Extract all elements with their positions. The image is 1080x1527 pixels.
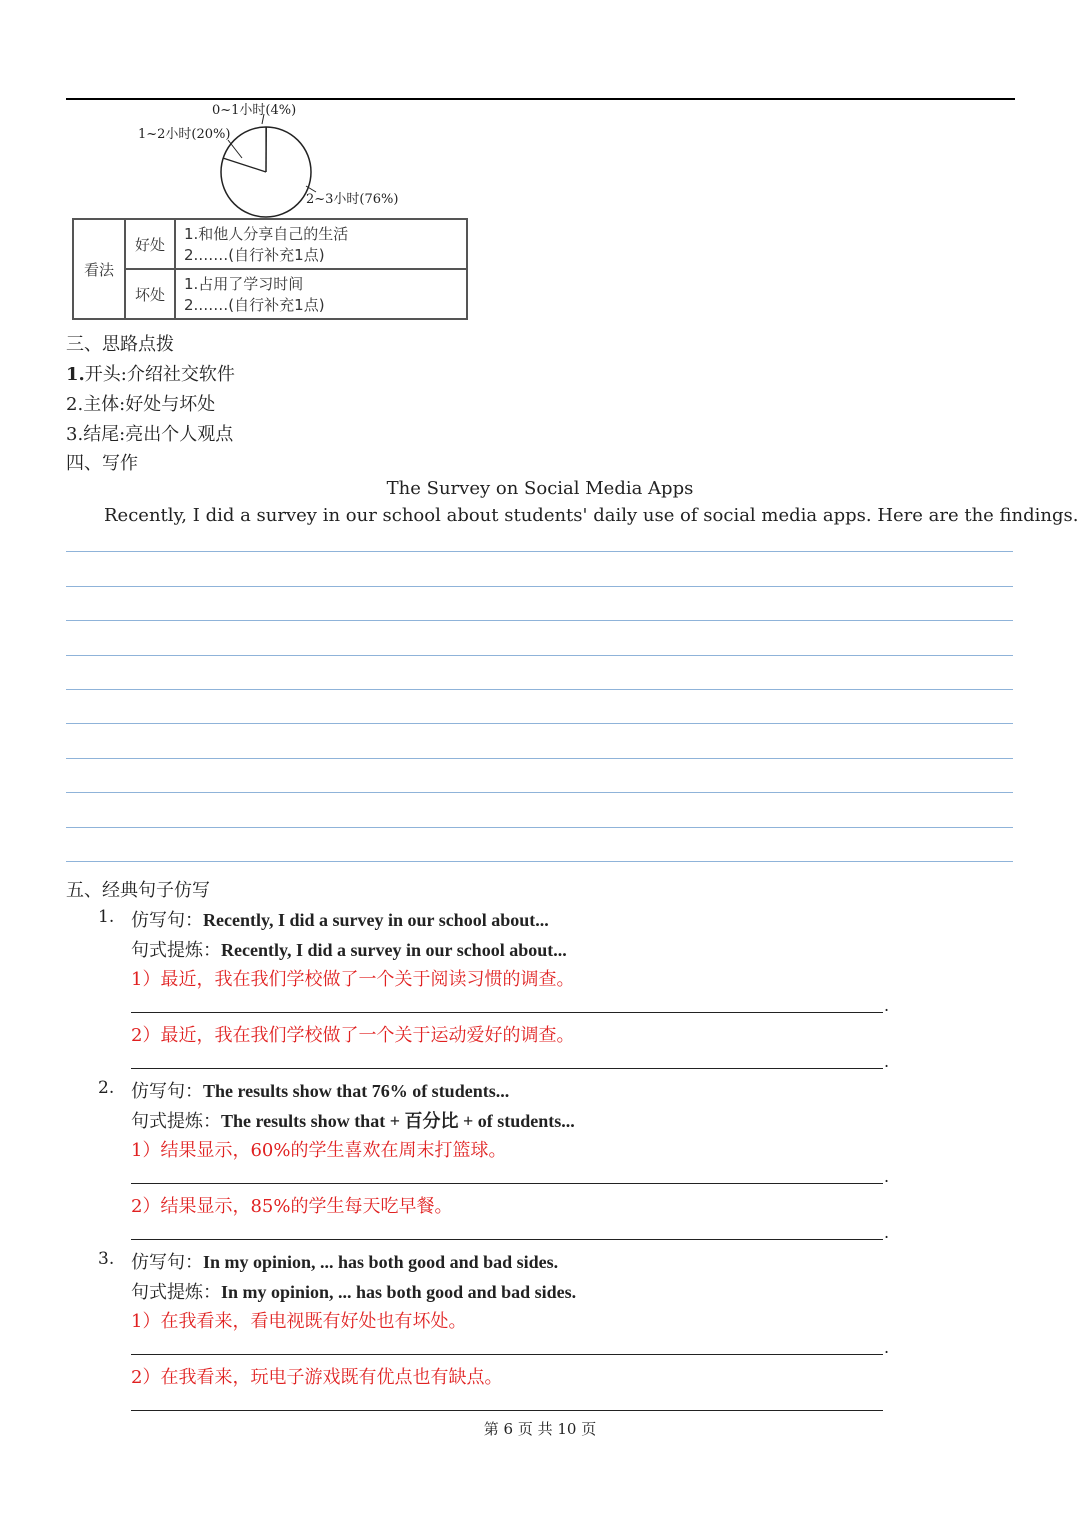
line-end-dot: .	[884, 1338, 890, 1357]
writing-line	[66, 758, 1013, 759]
harm-items	[175, 269, 467, 319]
line-end-dot: .	[884, 1167, 890, 1186]
benefit-item-1: 1.和他人分享自己的生活	[184, 225, 349, 243]
item-2-pattern: 句式提炼：The results show that + 百分比 + of students...	[131, 1111, 575, 1132]
item-2-model: 仿写句：The results show that 76% of students...	[131, 1081, 510, 1102]
step-2: 2.主体:好处与坏处	[66, 394, 216, 415]
item-2-task-1: 1）结果显示，60%的学生喜欢在周末打篮球。	[131, 1140, 507, 1161]
line-end-dot: .	[884, 1223, 890, 1242]
item-2-number: 2.	[98, 1078, 115, 1098]
answer-line[interactable]	[131, 1068, 883, 1069]
writing-line	[66, 586, 1013, 587]
line-end-dot: .	[884, 1052, 890, 1071]
line-end-dot: .	[884, 996, 890, 1015]
item-1-task-2: 2）最近，我在我们学校做了一个关于运动爱好的调查。	[131, 1025, 575, 1046]
pie-label-0-1: 0~1小时(4%)	[212, 103, 297, 118]
writing-line	[66, 689, 1013, 690]
item-2-task-2: 2）结果显示，85%的学生每天吃早餐。	[131, 1196, 453, 1217]
item-3-task-1: 1）在我看来，看电视既有好处也有坏处。	[131, 1311, 467, 1332]
writing-line	[66, 861, 1013, 862]
pie-label-1-2: 1~2小时(20%)	[138, 127, 231, 142]
answer-line[interactable]	[131, 1354, 883, 1355]
harm-item-1: 1.占用了学习时间	[184, 275, 304, 293]
step-3: 3.结尾:亮出个人观点	[66, 424, 234, 445]
writing-line	[66, 655, 1013, 656]
answer-line[interactable]	[131, 1410, 883, 1411]
answer-line[interactable]	[131, 1012, 883, 1013]
essay-title: The Survey on Social Media Apps	[386, 478, 694, 499]
essay-intro: Recently, I did a survey in our school about students' daily use of social media apps. Here are the findings.	[104, 505, 1079, 526]
page-footer: 第 6 页 共 10 页	[483, 1420, 597, 1438]
item-1-task-1: 1）最近，我在我们学校做了一个关于阅读习惯的调查。	[131, 969, 575, 990]
section4-title: 四、写作	[66, 453, 138, 474]
writing-line	[66, 723, 1013, 724]
item-3-pattern: 句式提炼：In my opinion, ... has both good and bad sides.	[131, 1282, 577, 1303]
opinion-table	[72, 218, 468, 320]
item-3-model: 仿写句：In my opinion, ... has both good and bad sides.	[131, 1252, 559, 1273]
writing-line	[66, 620, 1013, 621]
table-header-cell: 看法	[73, 219, 125, 319]
writing-line	[66, 827, 1013, 828]
leader-1-2	[228, 140, 242, 158]
benefit-item-2: 2.……(自行补充1点)	[184, 246, 325, 264]
benefit-items	[175, 219, 467, 269]
answer-line[interactable]	[131, 1239, 883, 1240]
item-1-pattern: 句式提炼：Recently, I did a survey in our school about...	[131, 940, 567, 961]
item-3-task-2: 2）在我看来，玩电子游戏既有优点也有缺点。	[131, 1367, 503, 1388]
pie-label-2-3: 2~3小时(76%)	[306, 192, 399, 207]
item-1-model: 仿写句：Recently, I did a survey in our school about...	[131, 910, 549, 931]
pie-slice-boundary	[223, 158, 266, 172]
item-1-number: 1.	[98, 907, 115, 927]
harm-item-2: 2.……(自行补充1点)	[184, 296, 325, 314]
section3-title: 三、思路点拨	[66, 334, 174, 355]
section5-title: 五、经典句子仿写	[66, 880, 210, 901]
writing-line	[66, 792, 1013, 793]
step-1: 1.开头:介绍社交软件	[66, 364, 235, 385]
writing-line	[66, 551, 1013, 552]
usage-pie-chart	[60, 100, 420, 220]
answer-line[interactable]	[131, 1183, 883, 1184]
item-3-number: 3.	[98, 1249, 115, 1269]
benefit-label: 好处	[125, 219, 175, 269]
harm-label: 坏处	[125, 269, 175, 319]
